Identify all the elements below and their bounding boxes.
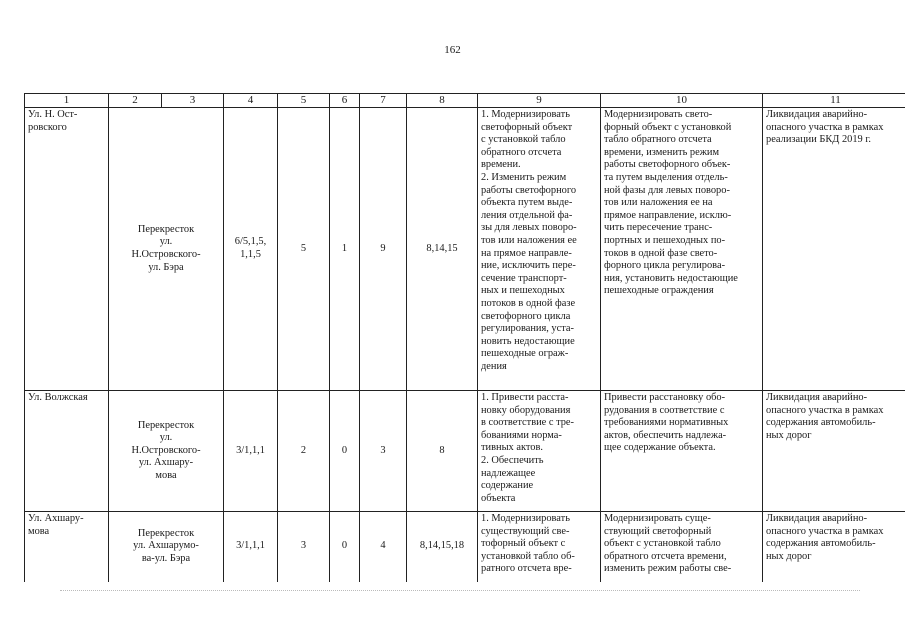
column-header: 7: [360, 94, 407, 108]
table-row: [25, 108, 905, 391]
actions-cell: Модернизировать суще- ствующий светофорный объект с установкой табло обратного отсчета времени, изменить режим работы све-: [601, 512, 763, 582]
result-cell: Ликвидация аварийно- опасного участка в рамках содержания автомобиль- ных дорог: [763, 391, 905, 512]
column-header: 6: [330, 94, 360, 108]
cell-col8: 8,14,15: [407, 108, 478, 391]
cell-col6: 1: [330, 108, 360, 391]
cell-col5: 2: [278, 391, 330, 512]
page-number: 162: [444, 44, 461, 56]
cell-col6: 0: [330, 391, 360, 512]
column-header: 8: [407, 94, 478, 108]
table-row: [25, 391, 905, 512]
measures-cell: 1. Привести расста- новку оборудования в соответствие с тре- бованиями норма- тивных актов. 2. Обеспечить надлежащее содержание объекта: [478, 391, 601, 512]
cell-col8: 8,14,15,18: [407, 512, 478, 582]
intersection-cell: Перекресток ул. Ахшарумо- ва-ул. Бэра: [109, 512, 224, 582]
scan-artifact-divider: [60, 590, 860, 591]
measures-cell: 1. Модернизировать светофорный объект с установкой табло обратного отсчета времени. 2. Изменить режим работы светофорного объекта путем выде- ления отдельной фа- зы для левых поворо- тов или наложения ее на прямое направле- ние, исключить пере- сечение транспорт- ных и пешеходных потоков в одной фазе светофорного цикла регулирования, уста- новить недостающие пешеходные ограж- дения: [478, 108, 601, 391]
table-row: [25, 512, 905, 582]
cell-col8: 8: [407, 391, 478, 512]
column-header: 1: [25, 94, 109, 108]
intersection-cell: Перекресток ул. Н.Островского- ул. Ахшару- мова: [109, 391, 224, 512]
cell-col7: 9: [360, 108, 407, 391]
road-safety-table: [24, 93, 905, 582]
column-header: 5: [278, 94, 330, 108]
cell-col4: 3/1,1,1: [224, 512, 278, 582]
cell-col7: 3: [360, 391, 407, 512]
measures-cell: 1. Модернизировать существующий све- тофорный объект с установкой табло об- ратного отсчета вре-: [478, 512, 601, 582]
cell-col6: 0: [330, 512, 360, 582]
street-cell: Ул. Волжская: [25, 391, 109, 512]
column-header: 3: [162, 94, 224, 108]
cell-col7: 4: [360, 512, 407, 582]
street-cell: Ул. Ахшару- мова: [25, 512, 109, 582]
intersection-cell: Перекресток ул. Н.Островского- ул. Бэра: [109, 108, 224, 391]
table-header-row: [25, 94, 905, 108]
actions-cell: Модернизировать свето- форный объект с установкой табло обратного отсчета времени, изменить режим работы светофорного объек- та путем выделения отдель- ной фазы для левых поворо- тов или наложения ее на прямое направление, исклю- чить пересечение транс- портных и пешеходных по- токов в одной фазе свето- форного цикла регулирова- ния, установить недостающие пешеходные ограждения: [601, 108, 763, 391]
column-header: 4: [224, 94, 278, 108]
cell-col5: 5: [278, 108, 330, 391]
result-cell: Ликвидация аварийно- опасного участка в рамках реализации БКД 2019 г.: [763, 108, 905, 391]
column-header: 10: [601, 94, 763, 108]
cell-col4: 3/1,1,1: [224, 391, 278, 512]
cell-col4: 6/5,1,5, 1,1,5: [224, 108, 278, 391]
column-header: 2: [109, 94, 162, 108]
cell-col5: 3: [278, 512, 330, 582]
actions-cell: Привести расстановку обо- рудования в соответствие с требованиями нормативных актов, обеспечить надлежа- щее содержание объекта.: [601, 391, 763, 512]
column-header: 11: [763, 94, 905, 108]
street-cell: Ул. Н. Ост- ровского: [25, 108, 109, 391]
result-cell: Ликвидация аварийно- опасного участка в рамках содержания автомобиль- ных дорог: [763, 512, 905, 582]
column-header: 9: [478, 94, 601, 108]
